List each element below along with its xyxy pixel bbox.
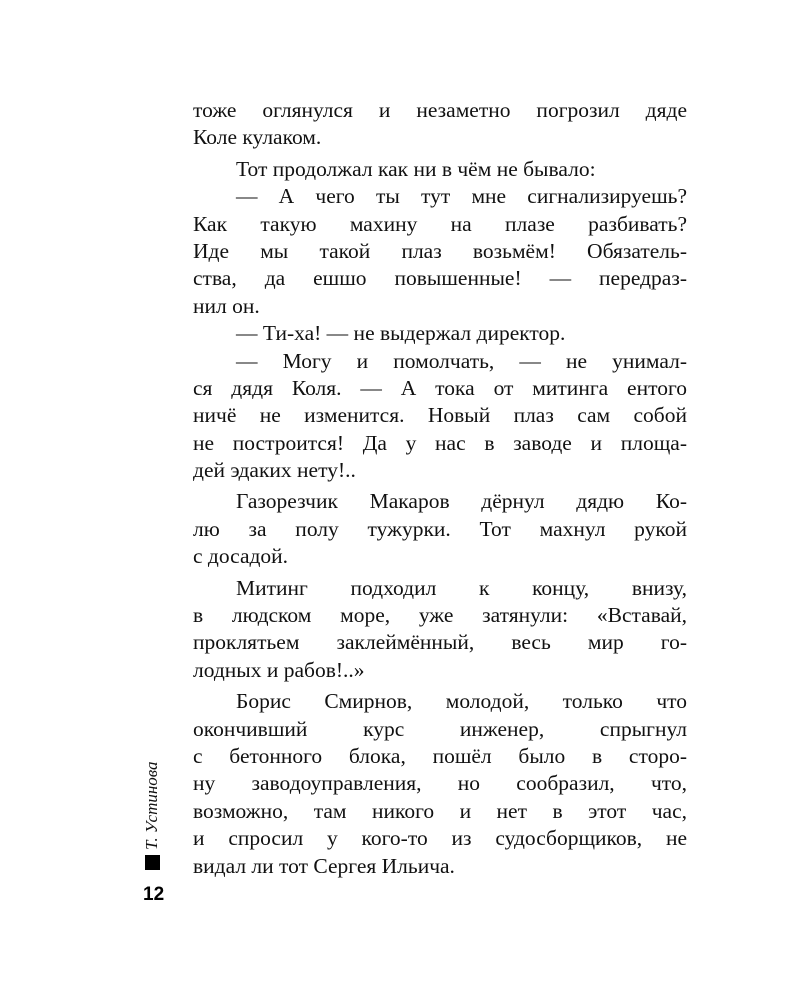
text-line: Иде мы такой плаз возьмём! Обязатель- bbox=[193, 238, 687, 263]
text-line: ся дядя Коля. — А тока от митинга ентого bbox=[193, 375, 687, 400]
text-line: окончивший курс инженер, спрыгнул bbox=[193, 716, 687, 741]
text-line: проклятьем заклеймённый, весь мир го- bbox=[193, 630, 687, 655]
text-line: Как такую махину на плазе разбивать? bbox=[193, 211, 687, 236]
text-line: ну заводоуправления, но сообразил, что, bbox=[193, 771, 687, 796]
text-line: ничё не изменится. Новый плаз сам собой bbox=[193, 403, 687, 428]
text-line: лю за полу тужурки. Тот махнул рукой bbox=[193, 516, 687, 541]
text-line: ства, да ешшо повышенные! — передраз- bbox=[193, 266, 687, 291]
text-line: — Могу и помолчать, — не унимал- bbox=[236, 348, 687, 373]
text-line: Коле кулаком. bbox=[193, 125, 322, 150]
page-number: 12 bbox=[143, 884, 165, 905]
text-line: Тот продолжал как ни в чём не бывало: bbox=[236, 156, 596, 181]
text-line: тоже оглянулся и незаметно погрозил дяде bbox=[193, 98, 687, 122]
text-line: с бетонного блока, пошёл было в сторо- bbox=[193, 743, 687, 768]
text-line: и спросил у кого-то из судосборщиков, не bbox=[193, 826, 687, 851]
text-line: возможно, там никого и нет в этот час, bbox=[193, 798, 687, 823]
square-marker-icon bbox=[145, 855, 160, 870]
text-line: Борис Смирнов, молодой, только что bbox=[236, 689, 687, 714]
text-line: дей эдаких нету!.. bbox=[193, 458, 356, 483]
text-line: видал ли тот Сергея Ильича. bbox=[193, 853, 455, 878]
text-line: — Ти-ха! — не выдержал директор. bbox=[236, 321, 566, 346]
text-line: в людском море, уже затянули: «Вставай, bbox=[193, 603, 687, 628]
body-text bbox=[193, 97, 687, 880]
text-line: лодных и рабов!..» bbox=[193, 657, 365, 682]
text-line: с досадой. bbox=[193, 544, 289, 569]
text-line: Митинг подходил к концу, внизу, bbox=[236, 575, 687, 600]
text-line: — А чего ты тут мне сигнализируешь? bbox=[236, 184, 687, 209]
text-line: Газорезчик Макаров дёрнул дядю Ко- bbox=[236, 489, 687, 514]
running-head-author: Т. Устинова bbox=[142, 761, 161, 850]
text-line: не построится! Да у нас в заводе и площа- bbox=[193, 430, 687, 455]
text-line: нил он. bbox=[193, 293, 260, 318]
